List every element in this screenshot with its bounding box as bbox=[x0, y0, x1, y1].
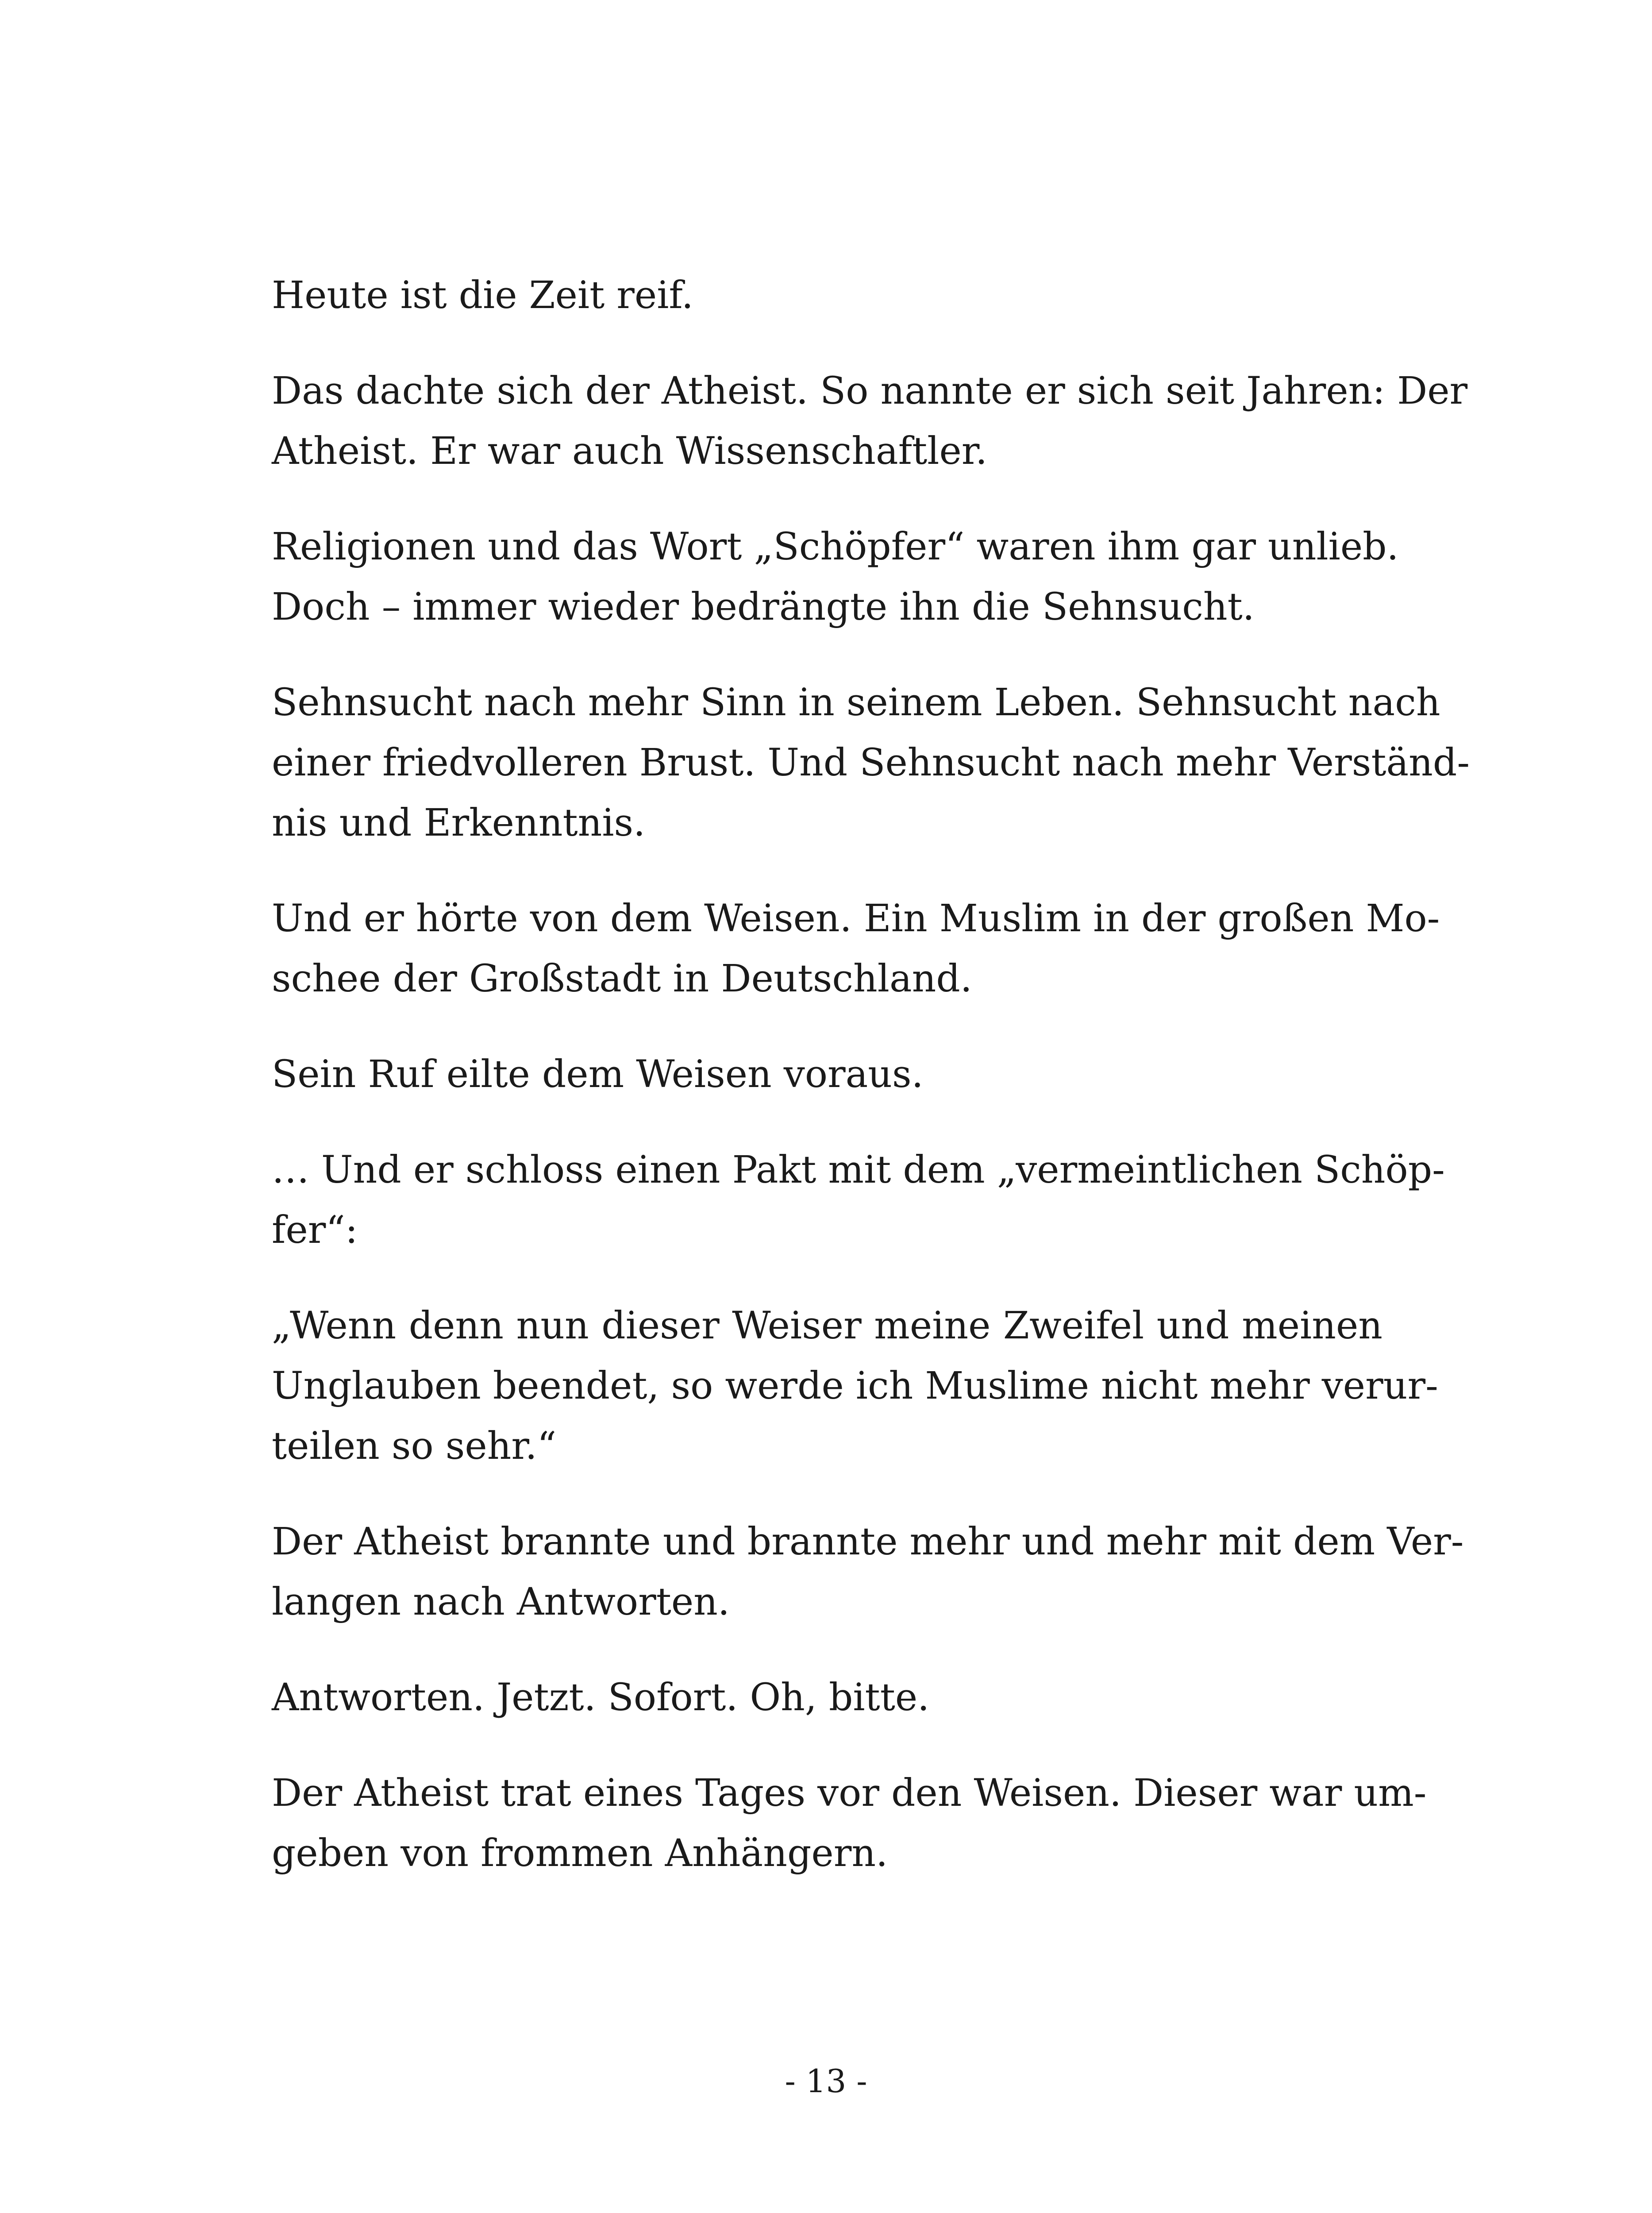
paragraph bbox=[272, 1140, 1445, 1261]
text-line: fer“: bbox=[272, 1208, 358, 1252]
text-line: einer friedvolleren Brust. Und Sehnsucht nach mehr Verständ- bbox=[272, 741, 1470, 785]
text-line: langen nach Antworten. bbox=[272, 1580, 730, 1624]
text-line: Sehnsucht nach mehr Sinn in seinem Leben. Sehnsucht nach bbox=[272, 681, 1440, 725]
paragraph bbox=[272, 889, 1440, 1009]
body-text bbox=[272, 266, 1470, 1919]
text-line: Doch – immer wieder bedrängte ihn die Sehnsucht. bbox=[272, 585, 1255, 629]
paragraph bbox=[272, 361, 1468, 482]
text-line: Der Atheist brannte und brannte mehr und mehr mit dem Ver- bbox=[272, 1520, 1464, 1564]
text-line: nis und Erkenntnis. bbox=[272, 801, 646, 845]
text-line: „Wenn denn nun dieser Weiser meine Zweifel und meinen bbox=[272, 1304, 1382, 1348]
text-line: Atheist. Er war auch Wissenschaftler. bbox=[272, 429, 988, 473]
paragraph bbox=[272, 1296, 1438, 1477]
page-number: - 13 - bbox=[785, 2063, 867, 2100]
paragraph bbox=[272, 673, 1470, 853]
text-line: Antworten. Jetzt. Sofort. Oh, bitte. bbox=[272, 1676, 930, 1720]
text-line: Das dachte sich der Atheist. So nannte er sich seit Jahren: Der bbox=[272, 369, 1468, 413]
paragraph bbox=[272, 266, 1382, 326]
paragraph bbox=[272, 1512, 1464, 1632]
text-line: teilen so sehr.“ bbox=[272, 1424, 557, 1468]
text-line: Religionen und das Wort „Schöpfer“ waren ihm gar unlieb. bbox=[272, 525, 1399, 569]
paragraph bbox=[272, 517, 1399, 637]
text-line: Und er hörte von dem Weisen. Ein Muslim in der großen Mo- bbox=[272, 897, 1440, 941]
paragraph bbox=[272, 1045, 1382, 1105]
text-line: Der Atheist trat eines Tages vor den Weisen. Dieser war um- bbox=[272, 1771, 1427, 1815]
text-line: Heute ist die Zeit reif. bbox=[272, 274, 693, 317]
text-line: Sein Ruf eilte dem Weisen voraus. bbox=[272, 1053, 924, 1096]
text-line: Unglauben beendet, so werde ich Muslime nicht mehr verur- bbox=[272, 1364, 1438, 1408]
text-line: schee der Großstadt in Deutschland. bbox=[272, 957, 972, 1001]
text-line: … Und er schloss einen Pakt mit dem „vermeintlichen Schöp- bbox=[272, 1148, 1445, 1192]
paragraph bbox=[272, 1763, 1427, 1884]
paragraph bbox=[272, 1668, 1382, 1728]
text-line: geben von frommen Anhängern. bbox=[272, 1831, 888, 1875]
